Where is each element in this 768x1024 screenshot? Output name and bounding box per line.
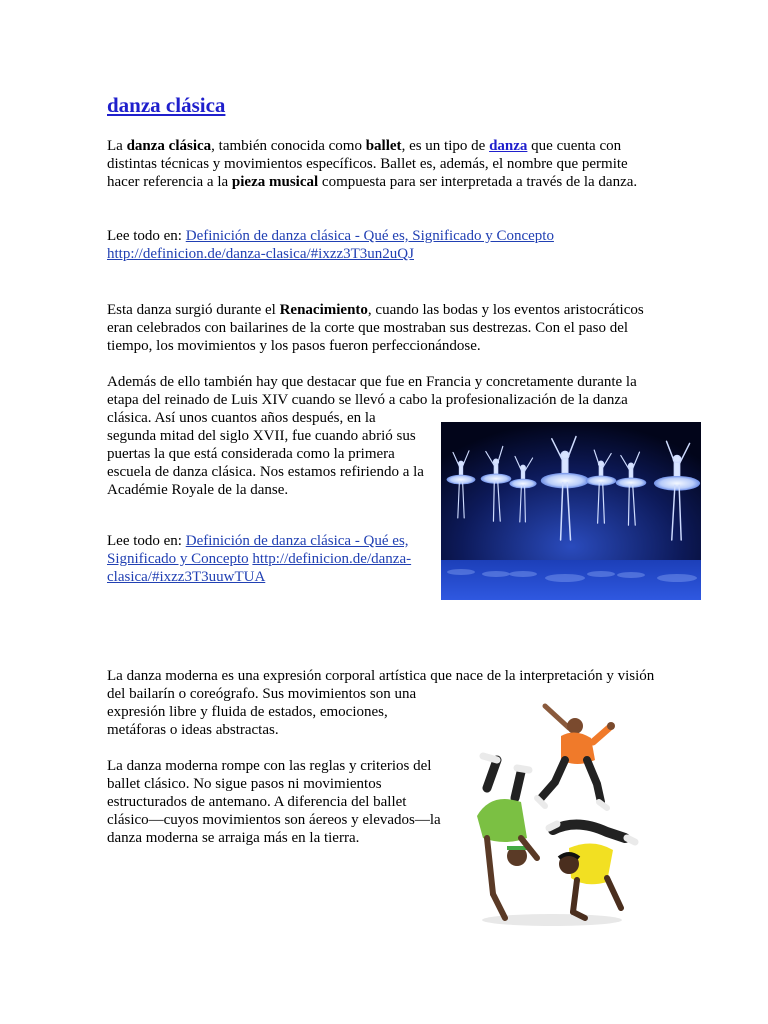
para4-line-4: metáforas o ideas abstractas.	[107, 722, 279, 738]
intro-line-3	[107, 173, 637, 191]
para5-line-4: clásico—cuyos movimientos son áereos y elevados—la	[107, 812, 441, 828]
para3-line-1: Además de ello también hay que destacar que fue en Francia y concretamente durante la	[107, 374, 637, 390]
breakdance-illustration	[457, 698, 656, 932]
intro-line-2: distintas técnicas y movimientos específicos. Ballet es, además, el nombre que permite	[107, 156, 628, 172]
bold-term-pieza-musical: pieza musical	[231, 174, 319, 190]
para2-line-3: tiempo, los movimientos y los pasos fueron perfeccionándose.	[107, 338, 481, 354]
text: La	[107, 138, 127, 154]
ballet-dancers-image	[441, 422, 701, 600]
source-1-title-link[interactable]: Definición de danza clásica - Qué es, Significado y Concepto	[185, 228, 554, 244]
source-1-line-2	[107, 245, 554, 263]
renacimiento-paragraph	[107, 301, 644, 355]
breakdancers-image	[457, 698, 656, 932]
source-2-title-link-cont[interactable]: Significado y Concepto	[107, 551, 249, 567]
source-block-2	[107, 532, 411, 586]
source-2-url-link-cont[interactable]: clasica/#ixzz3T3uuwTUA	[107, 569, 266, 585]
text: , cuando las bodas y los eventos aristocráticos	[367, 302, 644, 318]
bold-term-ballet: ballet	[365, 138, 402, 154]
bold-term-danza-clasica: danza clásica	[126, 138, 212, 154]
source-2-line-1	[107, 532, 411, 550]
text: compuesta para ser interpretada a través de la danza.	[318, 174, 638, 190]
text: , también conocida como	[211, 138, 366, 154]
source-prefix: Lee todo en:	[107, 228, 186, 244]
para3-line-3: clásica. Así unos cuantos años después, en la	[107, 410, 376, 426]
para5-line-5: danza moderna se arraiga más en la tierra.	[107, 830, 360, 846]
source-1-line-1	[107, 227, 554, 245]
para3-line-5: puertas la que está considerada como la primera	[107, 446, 395, 462]
text: Esta danza surgió durante el	[107, 302, 280, 318]
para5-line-2: ballet clásico. No sigue pasos ni movimientos	[107, 776, 382, 792]
intro-paragraph	[107, 137, 637, 191]
para3-line-6: escuela de danza clásica. Nos estamos refiriendo a la	[107, 464, 424, 480]
para4-line-1: La danza moderna es una expresión corporal artística que nace de la interpretación y visión	[107, 668, 655, 684]
para3-line-7: Académie Royale de la danse.	[107, 482, 289, 498]
para5-line-3: estructurados de antemano. A diferencia del ballet	[107, 794, 407, 810]
source-2-url-link[interactable]: http://definicion.de/danza-	[252, 551, 412, 567]
danza-link[interactable]: danza	[489, 138, 528, 154]
para2-line-2: eran celebrados con bailarines de la corte que mostraban sus destrezas. Con el paso del	[107, 320, 629, 336]
text: , es un tipo de	[401, 138, 490, 154]
source-2-line-3	[107, 568, 411, 586]
para3-line-4: segunda mitad del siglo XVII, fue cuando abrió sus	[107, 428, 416, 444]
para5-line-1: La danza moderna rompe con las reglas y criterios del	[107, 758, 432, 774]
text: hacer referencia a la	[107, 174, 232, 190]
para3-line-2: etapa del reinado de Luis XIV cuando se llevó a cabo la profesionalización de la danza	[107, 392, 628, 408]
source-1-url-link[interactable]: http://definicion.de/danza-clasica/#ixzz3T3un2uQJ	[107, 246, 414, 262]
para4-line-3: expresión libre y fluida de estados, emociones,	[107, 704, 388, 720]
para2-line-1	[107, 301, 644, 319]
text: que cuenta con	[527, 138, 622, 154]
source-2-line-2	[107, 550, 411, 568]
bold-term-renacimiento: Renacimiento	[279, 302, 368, 318]
para4-line-2: del bailarín o coreógrafo. Sus movimientos son una	[107, 686, 417, 702]
intro-line-1	[107, 137, 637, 155]
ballet-illustration	[441, 422, 701, 600]
page-title-link[interactable]: danza clásica	[107, 93, 226, 117]
source-block-1	[107, 227, 554, 263]
rompe-reglas-paragraph	[107, 757, 441, 847]
source-2-title-link[interactable]: Definición de danza clásica - Qué es,	[185, 533, 409, 549]
source-prefix: Lee todo en:	[107, 533, 186, 549]
